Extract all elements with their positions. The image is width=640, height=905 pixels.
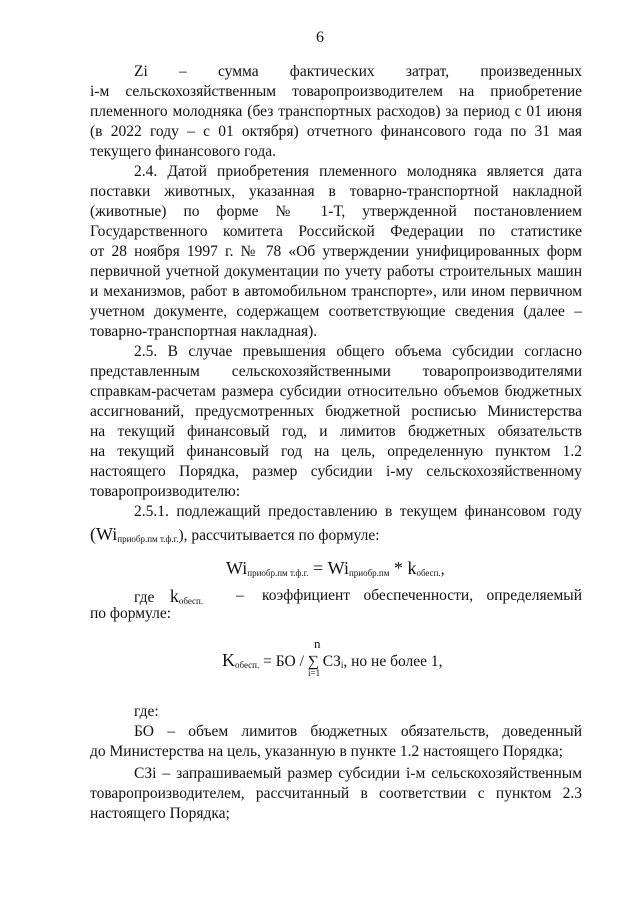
p1-line-1: Zi – сумма фактических затрат, произведенных bbox=[134, 63, 582, 80]
p4-line-1: 2.5.1. подлежащий предоставлению в текущем финансовом году bbox=[134, 503, 582, 520]
sz-line-1: СЗi – запрашиваемый размер субсидии i-м сельскохозяйственным bbox=[134, 765, 582, 782]
p3-line-7: настоящего Порядка, размер субсидии i-му сельскохозяйственному bbox=[90, 463, 582, 480]
sz-line-2: товаропроизводителем, рассчитанный в соответствии с пунктом 2.3 bbox=[90, 785, 582, 802]
p1-line-2: i-м сельскохозяйственным товаропроизводителем на приобретение bbox=[90, 83, 582, 100]
p2-line-3: (животные) по форме № 1-Т, утвержденной постановлением bbox=[90, 203, 582, 220]
p5-line-2: по формуле: bbox=[90, 605, 172, 622]
p2-line-4: Государственного комитета Российской Федерации по статистике bbox=[90, 223, 582, 240]
p3-line-3: справкам-расчетам размера субсидии относительно объемов бюджетных bbox=[90, 383, 582, 400]
p1-line-3: племенного молодняка (без транспортных расходов) за период с 01 июня bbox=[90, 103, 582, 120]
p2-line-2: поставки животных, указанная в товарно-транспортной накладной bbox=[90, 183, 582, 200]
p2-line-6: первичной учетной документации по учету работы строительных машин bbox=[90, 263, 582, 280]
sz-line-3: настоящего Порядка; bbox=[90, 805, 230, 822]
formula-wi: $Wi_{приобр.пм т.ф.г.} = Wi_{приобр.пм} * k_{обесп.}$, bbox=[226, 558, 445, 578]
bo-line-1: БО – объем лимитов бюджетных обязательств, доведенный bbox=[134, 723, 582, 740]
formula-lower-limit: i=1 bbox=[308, 668, 321, 678]
sigma-symbol: ∑ bbox=[307, 653, 319, 670]
p6-where: где: bbox=[134, 703, 159, 720]
p3-line-2: представленным сельскохозяйственными товаропроизводителями bbox=[90, 363, 582, 380]
bo-line-2: до Министерства на цель, указанную в пункте 1.2 настоящего Порядка; bbox=[90, 743, 563, 760]
p4-line-2: $(Wi_{приобр.пм т.ф.г.})$, рассчитывается по формуле: bbox=[90, 524, 380, 544]
formula-upper-limit: n bbox=[314, 636, 321, 651]
p3-line-6: на текущий финансовый год на цель, определенную пунктом 1.2 bbox=[90, 443, 582, 460]
p1-line-4: (в 2022 году – с 01 октября) отчетного финансового года по 31 мая bbox=[90, 123, 582, 140]
p2-line-5: от 28 ноября 1997 г. № 78 «Об утверждении унифицированных форм bbox=[90, 243, 582, 260]
p3-line-8: товаропроизводителю: bbox=[90, 483, 240, 500]
p3-line-4: ассигнований, предусмотренных бюджетной росписью Министерства bbox=[90, 403, 582, 420]
p2-line-1: 2.4. Датой приобретения племенного молодняка является дата bbox=[134, 163, 582, 180]
p3-line-5: на текущий финансовый год, и лимитов бюджетных обязательств bbox=[90, 423, 582, 440]
p5-line-1: коэффициент обеспеченности, определяемый bbox=[262, 587, 582, 604]
p5-where: где $k_{обесп.}$ bbox=[134, 586, 204, 606]
p2-line-8: учетном документе, содержащем соответствующие сведения (далее – bbox=[90, 303, 582, 320]
p1-line-5: текущего финансового года. bbox=[90, 143, 277, 160]
p2-line-9: товарно-транспортная накладная). bbox=[90, 323, 318, 340]
p2-line-7: и механизмов, работ в автомобильном транспорте», или ином первичном bbox=[90, 283, 582, 300]
formula-k: $K_{обесп.}$ = БО / ∑ $СЗ_i$, но не более 1, bbox=[222, 650, 443, 670]
p5-dash: – bbox=[236, 587, 244, 604]
p3-line-1: 2.5. В случае превышения общего объема субсидии согласно bbox=[134, 343, 582, 360]
page-number: 6 bbox=[316, 29, 324, 46]
